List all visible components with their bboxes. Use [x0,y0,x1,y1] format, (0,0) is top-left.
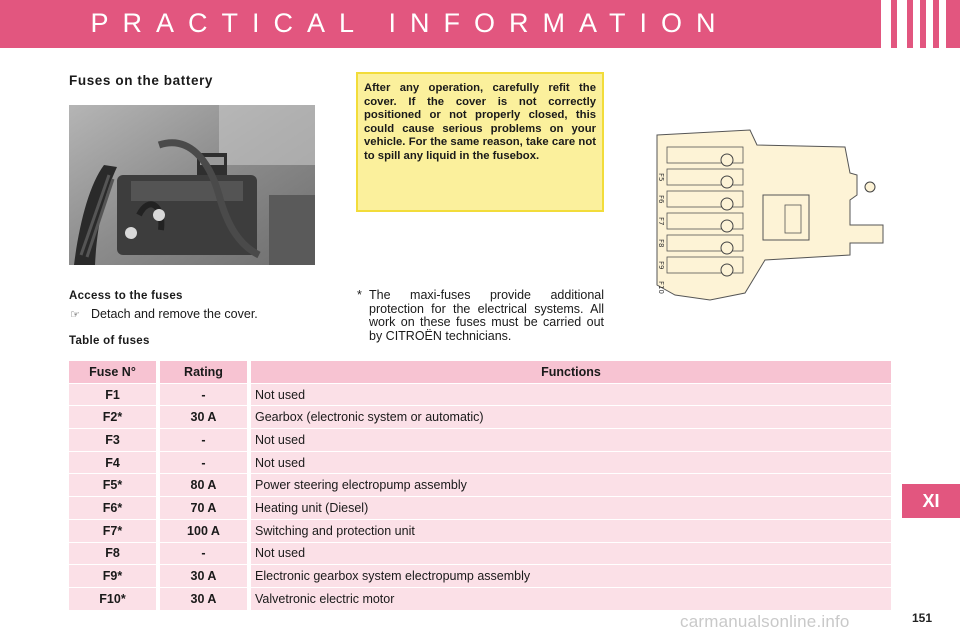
chapter-tab[interactable]: XI [902,484,960,518]
header-rating: Rating [160,361,247,383]
rating-cell: 100 A [160,520,247,542]
warning-box [356,72,604,212]
function-cell: Electronic gearbox system electropump assembly [251,565,891,587]
fuse-cell: F3 [69,429,156,451]
fuse-label-f10: F10 [657,281,665,294]
page-number: 151 [912,611,933,625]
table-row [69,497,891,520]
note-text: The maxi-fuses provide additional protection for the electrical systems. All work on these fuses must be carried out by CITROËN technicians. [369,288,604,343]
battery-photo-image [69,105,315,265]
function-cell: Valvetronic electric motor [251,588,891,610]
fuse-cell: F8 [69,543,156,565]
function-cell: Switching and protection unit [251,520,891,542]
page-header [0,0,960,48]
header-stripes [881,0,946,48]
header-fuse: Fuse N° [69,361,156,383]
header-stripe [897,0,907,48]
fuse-cell: F1 [69,384,156,406]
fuse-label-f6: F6 [657,195,665,204]
table-row [69,384,891,407]
fuse-label-f9: F9 [657,261,665,270]
page-title: PRACTICAL INFORMATION [90,8,730,38]
rating-cell: - [160,543,247,565]
fuse-cell: F6* [69,497,156,519]
table-header-row [69,361,891,384]
fuse-label-f8: F8 [657,239,665,248]
table-row [69,520,891,543]
function-cell: Not used [251,429,891,451]
table-title: Table of fuses [69,335,150,347]
watermark: carmanualsonline.info [680,612,850,631]
access-instruction [69,307,258,321]
table-row [69,429,891,452]
table-row [69,543,891,566]
rating-cell: - [160,384,247,406]
access-title: Access to the fuses [69,290,183,302]
rating-cell: 70 A [160,497,247,519]
header-stripe [881,0,891,48]
function-cell: Heating unit (Diesel) [251,497,891,519]
table-row [69,565,891,588]
fusebox-diagram [645,125,890,305]
table-row [69,406,891,429]
access-instruction-text: Detach and remove the cover. [91,307,258,321]
fuse-cell: F10* [69,588,156,610]
function-cell: Power steering electropump assembly [251,474,891,496]
rating-cell: - [160,429,247,451]
header-stripe [926,0,933,48]
fuse-label-f7: F7 [657,217,665,226]
note-marker: * [357,288,362,302]
rating-cell: 30 A [160,565,247,587]
table-row [69,588,891,611]
fuse-cell: F9* [69,565,156,587]
rating-cell: 30 A [160,588,247,610]
fusebox-diagram-image [645,125,890,305]
rating-cell: 30 A [160,406,247,428]
fuse-cell: F5* [69,474,156,496]
header-stripe [913,0,920,48]
battery-photo [69,105,315,265]
header-stripe [939,0,946,48]
function-cell: Not used [251,452,891,474]
function-cell: Not used [251,543,891,565]
pointing-hand-icon: ☞ [70,308,80,321]
fuse-cell: F4 [69,452,156,474]
fuse-label-f5: F5 [657,173,665,182]
fuse-cell: F7* [69,520,156,542]
function-cell: Gearbox (electronic system or automatic) [251,406,891,428]
fuse-table [69,361,891,611]
section-title: Fuses on the battery [69,73,214,88]
table-row [69,474,891,497]
rating-cell: 80 A [160,474,247,496]
header-functions: Functions [251,361,891,383]
table-row [69,452,891,475]
rating-cell: - [160,452,247,474]
fuse-cell: F2* [69,406,156,428]
warning-text: After any operation, carefully refit the cover. If the cover is not correctly positioned or not properly closed, this could cause serious problems on your vehicle. For the same reason, take care not to spill any liquid in the fusebox. [364,82,596,162]
function-cell: Not used [251,384,891,406]
maxi-fuse-note [357,289,604,343]
